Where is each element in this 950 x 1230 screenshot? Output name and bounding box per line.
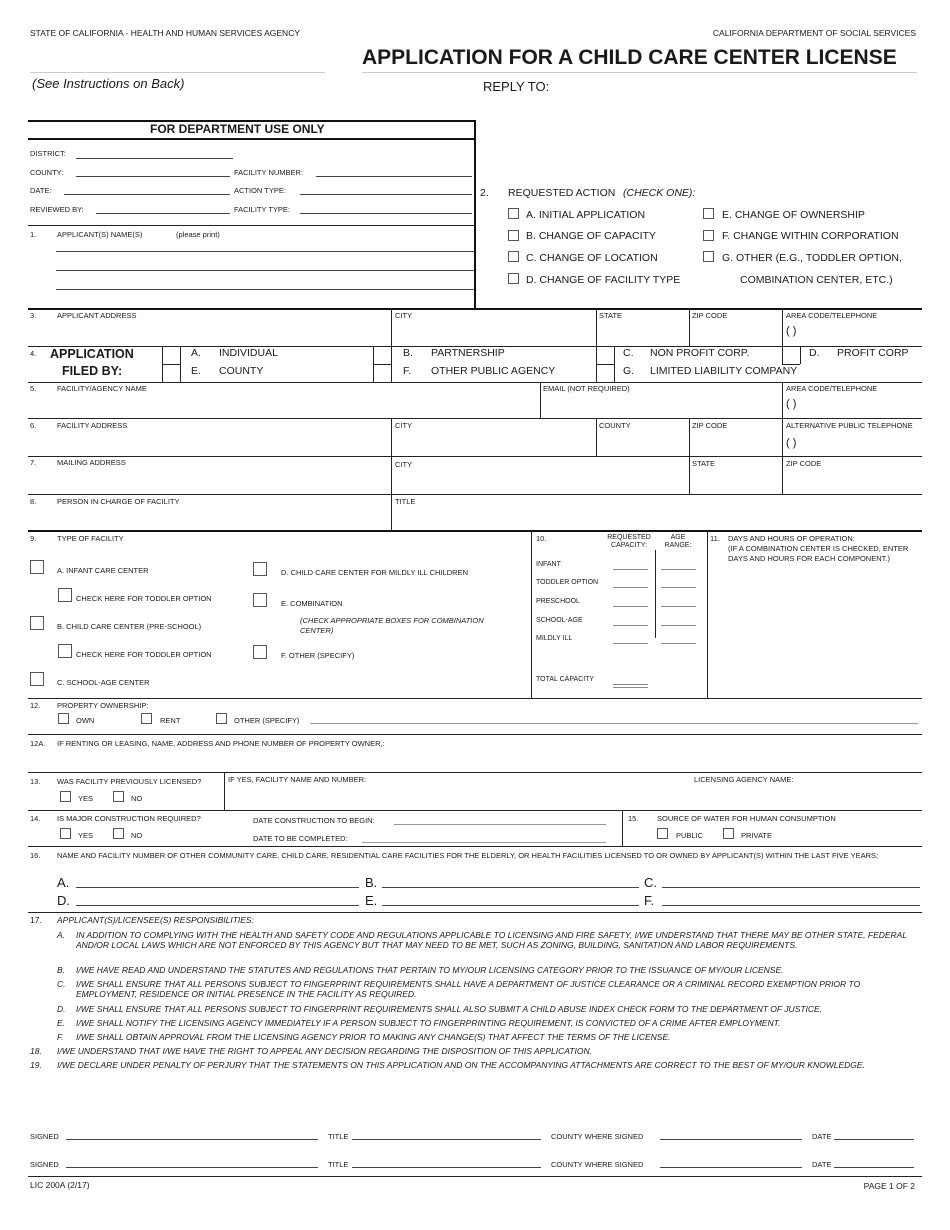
title-label: TITLE xyxy=(328,1160,349,1169)
responsibility-d: I/WE SHALL ENSURE THAT ALL PERSONS SUBJECT TO FINGERPRINT REQUIREMENTS SHALL ALSO SUBMIT A CHILD ABUSE INDEX CHECK FORM TO THE DEPARTMENT OF JUSTICE. xyxy=(76,1004,823,1014)
responsibilities-label: APPLICANT(S)/LICENSEE(S) RESPONSIBILITIES: xyxy=(57,915,254,925)
age-range-header: AGE RANGE: xyxy=(664,534,692,549)
mildly-ill-age-field[interactable] xyxy=(661,643,696,644)
divider xyxy=(373,364,391,365)
other-ownership-checkbox[interactable] xyxy=(216,713,227,724)
section-12a-number: 12A. xyxy=(30,739,46,748)
applicant-name-line-1[interactable] xyxy=(56,251,474,252)
other-action-label: G. OTHER (E.G., TODDLER OPTION, xyxy=(722,252,902,264)
form-title: APPLICATION FOR A CHILD CARE CENTER LICENSE xyxy=(362,46,897,69)
section-18-number: 18. xyxy=(30,1046,42,1056)
divider xyxy=(180,346,181,382)
mildly-ill-label: D. CHILD CARE CENTER FOR MILDLY ILL CHILDREN xyxy=(281,568,468,577)
change-within-corporation-label: F. CHANGE WITHIN CORPORATION xyxy=(722,230,899,242)
divider xyxy=(782,308,783,346)
reviewed-by-label: REVIEWED BY: xyxy=(30,205,84,214)
mailing-state-label: STATE xyxy=(692,459,716,468)
divider xyxy=(782,418,783,456)
infant-toddler-label: CHECK HERE FOR TODDLER OPTION xyxy=(76,594,212,603)
action-type-label: ACTION TYPE: xyxy=(234,186,286,195)
person-title-label: TITLE xyxy=(395,497,416,506)
water-public-checkbox[interactable] xyxy=(657,828,668,839)
divider xyxy=(162,364,180,365)
school-age-checkbox[interactable] xyxy=(30,672,44,686)
other-facility-e-letter: E. xyxy=(365,893,378,908)
divider xyxy=(596,308,597,346)
person-in-charge-label: PERSON IN CHARGE OF FACILITY xyxy=(57,497,180,506)
divider xyxy=(28,698,922,699)
toddler-age-field[interactable] xyxy=(661,587,696,588)
section-3-number: 3. xyxy=(30,311,37,320)
divider xyxy=(531,530,532,698)
date-signed-label: DATE xyxy=(812,1160,832,1169)
county-option-label: COUNTY xyxy=(219,365,264,377)
responsibility-f: I/WE SHALL OBTAIN APPROVAL FROM THE LICENSING AGENCY PRIOR TO MAKING ANY CHANGE(S) THAT AFFECT THE TERMS OF THE LICENSE. xyxy=(76,1032,671,1042)
construction-no-checkbox[interactable] xyxy=(113,828,124,839)
filed-by-g-letter: G. xyxy=(623,365,635,377)
facility-zip-label: ZIP CODE xyxy=(692,421,728,430)
divider xyxy=(782,382,783,418)
water-source-label: SOURCE OF WATER FOR HUMAN CONSUMPTION xyxy=(657,814,836,823)
applicant-city-label: CITY xyxy=(395,311,413,320)
section-19-number: 19. xyxy=(30,1060,42,1070)
section-2-number: 2. xyxy=(480,187,489,199)
divider xyxy=(782,346,783,364)
other-facility-a-field[interactable] xyxy=(76,887,359,888)
check-one-hint: (CHECK ONE): xyxy=(623,187,696,199)
divider xyxy=(28,225,474,226)
facility-address-label: FACILITY ADDRESS xyxy=(57,421,128,430)
other-facility-d-letter: D. xyxy=(57,893,70,908)
divider xyxy=(28,308,922,310)
facility-city-label: CITY xyxy=(395,421,413,430)
section-6-number: 6. xyxy=(30,421,37,430)
section-4-number: 4. xyxy=(30,349,37,358)
construction-yes-checkbox[interactable] xyxy=(60,828,71,839)
construction-begin-label: DATE CONSTRUCTION TO BEGIN: xyxy=(253,816,375,825)
other-facility-a-letter: A. xyxy=(57,875,70,890)
county-signed-field-1[interactable] xyxy=(660,1139,802,1140)
combination-label: E. COMBINATION xyxy=(281,599,343,608)
filed-by-c-letter: C. xyxy=(623,347,634,359)
agency-name: STATE OF CALIFORNIA - HEALTH AND HUMAN SERVICES AGENCY xyxy=(30,28,301,38)
requested-action-label: REQUESTED ACTION xyxy=(508,187,616,199)
responsibility-b-letter: B. xyxy=(57,965,66,975)
divider xyxy=(28,734,922,735)
responsibility-a-letter: A. xyxy=(57,930,66,940)
section-16-number: 16. xyxy=(30,851,41,860)
previously-licensed-yes-checkbox[interactable] xyxy=(60,791,71,802)
change-within-corporation-checkbox[interactable] xyxy=(703,230,714,241)
facility-number-label: FACILITY NUMBER: xyxy=(234,168,304,177)
applicant-address-label: APPLICANT ADDRESS xyxy=(57,311,137,320)
dept-use-heading: FOR DEPARTMENT USE ONLY xyxy=(150,122,325,136)
divider xyxy=(28,138,474,140)
facility-county-label: COUNTY xyxy=(599,421,631,430)
previously-licensed-no-checkbox[interactable] xyxy=(113,791,124,802)
divider xyxy=(362,72,917,73)
change-of-capacity-label: B. CHANGE OF CAPACITY xyxy=(526,230,656,242)
applicant-name-line-2[interactable] xyxy=(56,270,474,271)
mailing-city-label: CITY xyxy=(395,460,413,469)
filed-by-e-letter: E. xyxy=(191,365,201,377)
previously-licensed-label: WAS FACILITY PREVIOUSLY LICENSED? xyxy=(57,777,202,786)
preschool-label: B. CHILD CARE CENTER (PRE-SCHOOL) xyxy=(57,622,202,631)
water-public-label: PUBLIC xyxy=(676,831,704,840)
infant-age-field[interactable] xyxy=(661,569,696,570)
licensing-agency-label: LICENSING AGENCY NAME: xyxy=(694,775,794,784)
applicant-names-label: APPLICANT(S) NAME(S) xyxy=(57,230,143,239)
rent-label: RENT xyxy=(160,716,181,725)
divider xyxy=(28,530,922,532)
change-of-ownership-checkbox[interactable] xyxy=(703,208,714,219)
divider xyxy=(689,418,690,456)
section-9-number: 9. xyxy=(30,534,37,543)
change-of-ownership-label: E. CHANGE OF OWNERSHIP xyxy=(722,209,865,221)
water-private-label: PRIVATE xyxy=(741,831,772,840)
divider xyxy=(28,456,922,457)
district-label: DISTRICT: xyxy=(30,149,66,158)
alt-phone-area-code[interactable]: ( ) xyxy=(786,437,797,449)
non-profit-corp-label: NON PROFIT CORP. xyxy=(650,347,750,359)
school-age-age-field[interactable] xyxy=(661,625,696,626)
department-name: CALIFORNIA DEPARTMENT OF SOCIAL SERVICES xyxy=(712,28,916,38)
filed-by-b-letter: B. xyxy=(403,347,413,359)
divider xyxy=(782,456,783,494)
applicant-phone-label: AREA CODE/TELEPHONE xyxy=(786,311,878,320)
date-label: DATE: xyxy=(30,186,52,195)
other-facility-f-field[interactable] xyxy=(662,905,920,906)
divider xyxy=(614,346,615,382)
preschool-capacity-field[interactable] xyxy=(613,606,648,607)
title-field-2[interactable] xyxy=(352,1167,541,1168)
facility-type-label: FACILITY TYPE: xyxy=(234,205,290,214)
applicant-zip-label: ZIP CODE xyxy=(692,311,728,320)
section-10-number: 10. xyxy=(536,534,547,543)
county-signed-field-2[interactable] xyxy=(660,1167,802,1168)
initial-application-label: A. INITIAL APPLICATION xyxy=(526,209,646,221)
divider xyxy=(224,772,225,810)
responsibility-e: I/WE SHALL NOTIFY THE LICENSING AGENCY IMMEDIATELY IF A PERSON SUBJECT TO FINGERPRINTING REQUIREMENT, IS CONVICTED OF A CRIME AFTER EMPLOYMENT. xyxy=(76,1018,781,1028)
other-ownership-field[interactable] xyxy=(310,723,918,724)
title-field-1[interactable] xyxy=(352,1139,541,1140)
property-ownership-label: PROPERTY OWNERSHIP: xyxy=(57,701,149,710)
section-11-number: 11. xyxy=(710,534,720,543)
divider xyxy=(800,346,801,364)
divider xyxy=(391,494,392,530)
divider xyxy=(391,308,392,346)
divider xyxy=(28,846,922,847)
mildly-ill-checkbox[interactable] xyxy=(253,562,267,576)
other-facility-b-letter: B. xyxy=(365,875,378,890)
property-owner-label: IF RENTING OR LEASING, NAME, ADDRESS AND PHONE NUMBER OF PROPERTY OWNER,: xyxy=(57,739,385,748)
county-field[interactable] xyxy=(76,176,230,177)
divider xyxy=(707,530,708,698)
capacity-row-school-age: SCHOOL-AGE xyxy=(536,617,583,624)
capacity-row-mildly-ill: MILDLY ILL xyxy=(536,635,573,642)
divider xyxy=(655,550,656,638)
date-signed-field-1[interactable] xyxy=(834,1139,914,1140)
days-hours-label: DAYS AND HOURS OF OPERATION: xyxy=(728,534,855,543)
initial-application-checkbox[interactable] xyxy=(508,208,519,219)
divider xyxy=(391,418,392,456)
divider xyxy=(391,456,392,494)
change-of-location-checkbox[interactable] xyxy=(508,251,519,262)
title-label: TITLE xyxy=(328,1132,349,1141)
divider xyxy=(28,772,922,773)
county-label: COUNTY: xyxy=(30,168,64,177)
signature-field-2[interactable] xyxy=(66,1167,318,1168)
other-action-checkbox[interactable] xyxy=(703,251,714,262)
date-field[interactable] xyxy=(64,194,230,195)
divider xyxy=(28,418,922,419)
construction-begin-field[interactable] xyxy=(394,824,606,825)
filed-by-f-letter: F. xyxy=(403,365,412,377)
individual-label: INDIVIDUAL xyxy=(219,347,278,359)
other-public-agency-label: OTHER PUBLIC AGENCY xyxy=(431,365,556,377)
section-8-number: 8. xyxy=(30,497,37,506)
previously-licensed-yes-label: YES xyxy=(78,794,94,803)
application-filed-by-line2: FILED BY: xyxy=(62,364,123,378)
mailing-address-label: MAILING ADDRESS xyxy=(57,458,126,467)
preschool-toddler-checkbox[interactable] xyxy=(58,644,72,658)
infant-capacity-field[interactable] xyxy=(613,569,648,570)
section-17-number: 17. xyxy=(30,915,42,925)
responsibility-d-letter: D. xyxy=(57,1004,66,1014)
combination-checkbox[interactable] xyxy=(253,593,267,607)
divider xyxy=(30,72,325,73)
toddler-capacity-field[interactable] xyxy=(613,587,648,588)
dept-box-right xyxy=(474,120,476,310)
perjury-declaration: I/WE DECLARE UNDER PENALTY OF PERJURY THAT THE STATEMENTS ON THIS APPLICATION AND ON THE ACCOMPANYING ATTACHMENTS ARE CORRECT TO THE BEST OF MY/OUR KNOWLEDGE. xyxy=(57,1060,865,1070)
llc-label: LIMITED LIABILITY COMPANY xyxy=(650,365,798,377)
signed-label: SIGNED xyxy=(30,1160,59,1169)
divider xyxy=(689,308,690,346)
county-signed-label: COUNTY WHERE SIGNED xyxy=(551,1132,644,1141)
section-7-number: 7. xyxy=(30,458,37,467)
divider xyxy=(596,418,597,456)
divider xyxy=(28,382,922,383)
date-signed-label: DATE xyxy=(812,1132,832,1141)
previously-licensed-no-label: NO xyxy=(131,794,143,803)
other-ownership-label: OTHER (SPECIFY) xyxy=(234,716,300,725)
divider xyxy=(28,1176,922,1177)
section-14-number: 14. xyxy=(30,814,41,823)
email-label: EMAIL (NOT REQUIRED) xyxy=(543,384,630,393)
responsibility-c: I/WE SHALL ENSURE THAT ALL PERSONS SUBJECT TO FINGERPRINT REQUIREMENTS SHALL HAVE A DEPARTMENT OF JUSTICE CLEARANCE OR A CRIMINAL RECORD EXEMPTION PRIOR TO EMPLOYMENT, RESIDENCE OR INITIAL PRESENCE IN THE FACILITY AS REQUIRED. xyxy=(76,979,861,999)
divider xyxy=(622,810,623,846)
change-of-facility-type-checkbox[interactable] xyxy=(508,273,519,284)
form-id: LIC 200A (2/17) xyxy=(30,1180,90,1190)
other-facility-e-field[interactable] xyxy=(382,905,639,906)
applicant-area-code[interactable]: ( ) xyxy=(786,325,797,337)
other-facility-label: F. OTHER (SPECIFY) xyxy=(281,651,355,660)
own-label: OWN xyxy=(76,716,95,725)
divider xyxy=(28,810,922,811)
change-of-facility-type-label: D. CHANGE OF FACILITY TYPE xyxy=(526,274,681,286)
signed-label: SIGNED xyxy=(30,1132,59,1141)
facility-number-field[interactable] xyxy=(316,176,472,177)
section-13-number: 13. xyxy=(30,777,41,786)
reply-to-label: REPLY TO: xyxy=(483,79,550,94)
filed-by-d-letter: D. xyxy=(809,347,820,359)
other-facility-f-letter: F. xyxy=(644,893,655,908)
divider xyxy=(596,364,614,365)
responsibility-f-letter: F. xyxy=(57,1032,64,1042)
days-hours-hint: (IF A COMBINATION CENTER IS CHECKED, ENTER DAYS AND HOURS FOR EACH COMPONENT.) xyxy=(728,544,909,563)
construction-completed-field[interactable] xyxy=(362,842,606,843)
responsibility-b: I/WE HAVE READ AND UNDERSTAND THE STATUTES AND REGULATIONS THAT PERTAIN TO MY/OUR LICENSING CATEGORY PRIOR TO THE ISSUANCE OF MY/OUR LICENSE. xyxy=(76,965,784,975)
own-checkbox[interactable] xyxy=(58,713,69,724)
profit-corp-label: PROFIT CORP xyxy=(837,347,909,359)
please-print-hint: (please print) xyxy=(176,230,220,239)
major-construction-label: IS MAJOR CONSTRUCTION REQUIRED? xyxy=(57,814,201,823)
divider xyxy=(782,364,800,365)
other-facility-c-letter: C. xyxy=(644,875,657,890)
section-15-number: 15. xyxy=(628,814,639,823)
total-capacity-double-line xyxy=(613,687,648,688)
other-facility-b-field[interactable] xyxy=(382,887,639,888)
section-5-number: 5. xyxy=(30,384,37,393)
preschool-checkbox[interactable] xyxy=(30,616,44,630)
construction-yes-label: YES xyxy=(78,831,94,840)
divider xyxy=(28,494,922,495)
district-field[interactable] xyxy=(76,158,233,159)
divider xyxy=(28,912,922,913)
type-of-facility-label: TYPE OF FACILITY xyxy=(57,534,124,543)
total-capacity-label: TOTAL CAPACITY xyxy=(536,676,595,683)
capacity-row-infant: INFANT xyxy=(536,561,561,568)
rent-checkbox[interactable] xyxy=(141,713,152,724)
infant-care-label: A. INFANT CARE CENTER xyxy=(57,566,149,575)
capacity-row-preschool: PRESCHOOL xyxy=(536,598,580,605)
change-of-location-label: C. CHANGE OF LOCATION xyxy=(526,252,658,264)
infant-care-checkbox[interactable] xyxy=(30,560,44,574)
construction-completed-label: DATE TO BE COMPLETED: xyxy=(253,834,348,843)
preschool-toddler-label: CHECK HERE FOR TODDLER OPTION xyxy=(76,650,212,659)
school-age-capacity-field[interactable] xyxy=(613,625,648,626)
mailing-zip-label: ZIP CODE xyxy=(786,459,822,468)
other-facility-d-field[interactable] xyxy=(76,905,359,906)
requested-capacity-header: REQUESTED CAPACITY: xyxy=(607,534,651,549)
filed-by-a-letter: A. xyxy=(191,347,201,359)
total-capacity-field[interactable] xyxy=(613,684,648,685)
divider xyxy=(540,382,541,418)
responsibility-c-letter: C. xyxy=(57,979,66,989)
responsibility-e-letter: E. xyxy=(57,1018,66,1028)
county-signed-label: COUNTY WHERE SIGNED xyxy=(551,1160,644,1169)
application-filed-by-line1: APPLICATION xyxy=(50,347,134,361)
other-facility-c-field[interactable] xyxy=(662,887,920,888)
date-signed-field-2[interactable] xyxy=(834,1167,914,1168)
divider xyxy=(689,456,690,494)
mildly-ill-capacity-field[interactable] xyxy=(613,643,648,644)
infant-toddler-checkbox[interactable] xyxy=(58,588,72,602)
combination-hint: (CHECK APPROPRIATE BOXES FOR COMBINATION CENTER) xyxy=(300,616,484,635)
facility-phone-label: AREA CODE/TELEPHONE xyxy=(786,384,878,393)
appeal-statement: I/WE UNDERSTAND THAT I/WE HAVE THE RIGHT TO APPEAL ANY DECISION REGARDING THE DISPOSITION OF THIS APPLICATION. xyxy=(57,1046,592,1056)
applicant-name-line-3[interactable] xyxy=(56,289,474,290)
preschool-age-field[interactable] xyxy=(661,606,696,607)
facility-type-field[interactable] xyxy=(300,213,472,214)
other-facility-checkbox[interactable] xyxy=(253,645,267,659)
section-12-number: 12. xyxy=(30,701,41,710)
school-age-label: C. SCHOOL-AGE CENTER xyxy=(57,678,150,687)
capacity-row-toddler: TODDLER OPTION xyxy=(536,579,599,586)
action-type-field[interactable] xyxy=(300,194,472,195)
partnership-label: PARTNERSHIP xyxy=(431,347,505,359)
facility-name-number-label: IF YES, FACILITY NAME AND NUMBER: xyxy=(228,775,367,784)
change-of-capacity-checkbox[interactable] xyxy=(508,230,519,241)
other-facilities-label: NAME AND FACILITY NUMBER OF OTHER COMMUNITY CARE, CHILD CARE, RESIDENTIAL CARE FACILITIES FOR THE ELDERLY, OR HEALTH FACILITIES LICENSED TO OR OWNED BY APPLICANT(S) WITHIN THE LAST FIVE YEARS; xyxy=(57,851,879,860)
signature-field-1[interactable] xyxy=(66,1139,318,1140)
divider xyxy=(391,346,392,382)
facility-agency-name-label: FACILITY/AGENCY NAME xyxy=(57,384,147,393)
see-instructions: (See Instructions on Back) xyxy=(32,76,185,91)
reviewed-by-field[interactable] xyxy=(96,213,230,214)
water-private-checkbox[interactable] xyxy=(723,828,734,839)
other-action-label-cont: COMBINATION CENTER, ETC.) xyxy=(740,274,893,286)
construction-no-label: NO xyxy=(131,831,143,840)
applicant-state-label: STATE xyxy=(599,311,623,320)
alt-phone-label: ALTERNATIVE PUBLIC TELEPHONE xyxy=(786,421,913,430)
page-number: PAGE 1 OF 2 xyxy=(863,1181,915,1191)
responsibility-a: IN ADDITION TO COMPLYING WITH THE HEALTH AND SAFETY CODE AND REGULATIONS APPLICABLE TO LICENSING AND FIRE SAFETY, I/WE UNDERSTAND THAT THERE MAY BE OTHER STATE, FEDERAL AND/OR LOCAL LAWS WHICH ARE NOT ENFORCED BY THIS AGENCY BUT THAT MAY NEED TO BE MET, SUCH AS ZONING, BUILDING, SANITATION AND LABOR REQUIREMENTS. xyxy=(76,930,907,950)
facility-area-code[interactable]: ( ) xyxy=(786,398,797,410)
section-1-number: 1. xyxy=(30,230,37,239)
